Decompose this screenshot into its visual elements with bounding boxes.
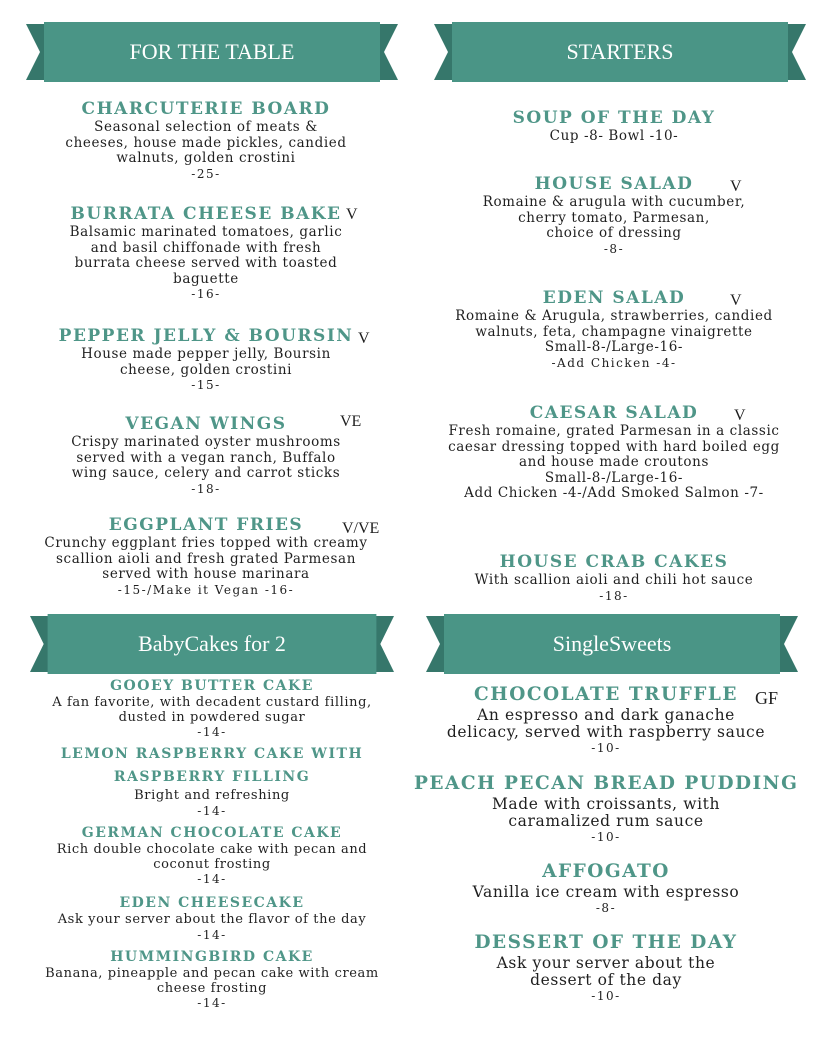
menu-item-house-salad bbox=[424, 173, 804, 257]
section-title: SingleSweets bbox=[552, 631, 672, 656]
item-desc-line: House made pepper jelly, Boursin bbox=[81, 346, 331, 362]
item-desc-line: Fresh romaine, grated Parmesan in a classic bbox=[448, 423, 780, 439]
item-desc-line: cherry tomato, Parmesan, bbox=[518, 209, 710, 226]
item-price: -Add Chicken -4- bbox=[551, 355, 677, 370]
item-price: -10- bbox=[591, 830, 621, 844]
item-name: EGGPLANT FRIES bbox=[108, 515, 304, 535]
item-desc-line: Vanilla ice cream with espresso bbox=[472, 883, 740, 901]
menu-item-charcuterie-board bbox=[26, 98, 386, 182]
item-price: -25- bbox=[191, 166, 221, 181]
menu-item-eden-salad bbox=[424, 287, 804, 371]
item-desc-line: cheeses, house made pickles, candied bbox=[65, 134, 347, 151]
item-desc-line: delicacy, served with raspberry sauce bbox=[446, 723, 766, 741]
item-name: BURRATA CHEESE BAKE bbox=[70, 204, 342, 224]
item-name: HUMMINGBIRD CAKE bbox=[110, 949, 314, 965]
dietary-tag: VE bbox=[340, 413, 362, 430]
item-desc-line: Made with croissants, with bbox=[491, 795, 721, 813]
item-price: -10- bbox=[591, 989, 621, 1003]
item-name: CAESAR SALAD bbox=[529, 403, 699, 423]
menu-item-eden-cheesecake bbox=[26, 893, 398, 943]
banner-starters bbox=[434, 22, 806, 82]
item-desc-line: cheese frosting bbox=[156, 980, 268, 996]
banner-for-the-table bbox=[26, 22, 398, 82]
item-desc-line: burrata cheese served with toasted bbox=[74, 255, 338, 271]
item-desc-line: served with house marinara bbox=[102, 566, 310, 582]
item-name: EDEN CHEESECAKE bbox=[119, 895, 305, 911]
item-desc-line: dessert of the day bbox=[530, 971, 682, 989]
dietary-tag: V/VE bbox=[342, 520, 380, 537]
menu-item-lemon-raspberry-cake bbox=[26, 744, 398, 819]
item-desc-line: caramalized rum sauce bbox=[508, 812, 704, 830]
item-desc-line: An espresso and dark ganache bbox=[477, 706, 735, 724]
menu-item-eggplant-fries bbox=[22, 514, 390, 598]
item-price: -14- bbox=[197, 725, 227, 739]
item-price: -14- bbox=[197, 803, 227, 818]
menu-item-german-chocolate-cake bbox=[26, 823, 398, 887]
item-desc-line: coconut frosting bbox=[153, 856, 271, 872]
dietary-tag: V bbox=[358, 330, 370, 347]
item-name: HOUSE CRAB CAKES bbox=[499, 552, 729, 572]
item-name: EDEN SALAD bbox=[542, 288, 686, 308]
item-desc-line: cheese, golden crostini bbox=[119, 361, 293, 378]
menu-item-dessert-of-the-day bbox=[414, 931, 798, 1004]
item-desc-line: baguette bbox=[173, 270, 239, 287]
dietary-tag: V bbox=[346, 206, 358, 223]
item-price: -15- bbox=[191, 378, 221, 392]
item-desc-line: Bright and refreshing bbox=[134, 788, 290, 803]
item-name: HOUSE SALAD bbox=[534, 174, 694, 194]
banner-single-sweets bbox=[426, 614, 798, 674]
item-desc-line: Romaine & Arugula, strawberries, candied bbox=[455, 308, 773, 324]
item-desc-line: With scallion aioli and chili hot sauce bbox=[474, 572, 754, 588]
item-desc-line: served with a vegan ranch, Buffalo bbox=[76, 449, 336, 466]
item-desc-line: Balsamic marinated tomatoes, garlic bbox=[69, 224, 343, 240]
item-desc-line: wing sauce, celery and carrot sticks bbox=[71, 465, 341, 481]
item-desc-line: caesar dressing topped with hard boiled egg bbox=[448, 438, 780, 455]
item-name: SOUP OF THE DAY bbox=[512, 108, 716, 128]
item-desc-line: scallion aioli and fresh grated Parmesan bbox=[56, 550, 356, 567]
item-name-line-2: RASPBERRY FILLING bbox=[113, 769, 311, 785]
item-name: CHARCUTERIE BOARD bbox=[81, 99, 331, 119]
item-desc-line: Crunchy eggplant fries topped with creamy bbox=[44, 535, 368, 551]
dietary-tag: V bbox=[730, 178, 742, 195]
item-name: GOOEY BUTTER CAKE bbox=[110, 678, 314, 694]
item-desc-line: Seasonal selection of meats & bbox=[94, 119, 318, 135]
menu-item-hummingbird-cake bbox=[26, 947, 398, 1011]
dietary-tag: V bbox=[730, 292, 742, 309]
item-price: -16- bbox=[191, 287, 221, 301]
item-price: Add Chicken -4-/Add Smoked Salmon -7- bbox=[464, 485, 764, 501]
item-name: PEPPER JELLY & BOURSIN bbox=[58, 326, 354, 346]
item-price: -14- bbox=[197, 996, 227, 1010]
item-name: DESSERT OF THE DAY bbox=[474, 932, 738, 953]
section-title: FOR THE TABLE bbox=[129, 39, 295, 64]
item-name: CHOCOLATE TRUFFLE bbox=[474, 684, 738, 705]
item-desc-line: choice of dressing bbox=[546, 225, 682, 241]
item-desc-line: A fan favorite, with decadent custard filling, bbox=[52, 695, 372, 710]
menu-item-pepper-jelly-boursin bbox=[26, 325, 386, 393]
item-desc-line: walnuts, feta, champagne vinaigrette bbox=[475, 323, 753, 340]
item-desc-line: and house made croutons bbox=[519, 454, 709, 470]
item-price: -18- bbox=[599, 588, 629, 603]
menu-item-soup-of-the-day bbox=[424, 107, 804, 145]
item-name: AFFOGATO bbox=[542, 861, 670, 882]
section-title: STARTERS bbox=[566, 39, 674, 64]
item-desc-line: walnuts, golden crostini bbox=[116, 150, 296, 166]
item-desc-line: Banana, pineapple and pecan cake with cream bbox=[45, 966, 379, 981]
item-price: -15-/Make it Vegan -16- bbox=[117, 582, 295, 597]
item-name: PEACH PECAN BREAD PUDDING bbox=[414, 773, 799, 794]
item-name: VEGAN WINGS bbox=[125, 414, 287, 434]
dietary-tag: V bbox=[734, 407, 746, 424]
menu-item-chocolate-truffle bbox=[414, 683, 798, 756]
item-desc-line: dusted in powdered sugar bbox=[118, 709, 306, 725]
section-title: BabyCakes for 2 bbox=[138, 631, 286, 656]
item-desc-line: Small-8-/Large-16- bbox=[544, 339, 684, 355]
item-price: -18- bbox=[191, 481, 221, 496]
item-desc-line: Romaine & arugula with cucumber, bbox=[482, 194, 746, 210]
menu-item-burrata-cheese-bake bbox=[26, 203, 386, 302]
menu-item-vegan-wings bbox=[26, 413, 386, 497]
item-price: -14- bbox=[197, 872, 227, 886]
menu-item-house-crab-cakes bbox=[424, 551, 804, 604]
menu-item-peach-pecan-bread-pudding bbox=[414, 772, 798, 845]
item-name: LEMON RASPBERRY CAKE WITH bbox=[60, 746, 364, 762]
item-price: -8- bbox=[603, 241, 625, 256]
item-desc-line: Ask your server about the bbox=[496, 954, 716, 972]
item-price: -14- bbox=[197, 927, 227, 942]
banner-babycakes bbox=[30, 614, 394, 674]
item-desc-line: Ask your server about the flavor of the day bbox=[57, 912, 367, 927]
dietary-tag: GF bbox=[755, 688, 779, 708]
item-price: Cup -8- Bowl -10- bbox=[549, 128, 679, 144]
menu-item-affogato bbox=[414, 860, 798, 916]
item-price: -10- bbox=[591, 741, 621, 755]
item-price: -8- bbox=[595, 901, 617, 915]
item-desc-line: Small-8-/Large-16- bbox=[544, 469, 684, 486]
item-desc-line: and basil chiffonade with fresh bbox=[90, 239, 322, 256]
item-name: GERMAN CHOCOLATE CAKE bbox=[81, 825, 343, 841]
item-desc-line: Crispy marinated oyster mushrooms bbox=[71, 434, 341, 450]
item-desc-line: Rich double chocolate cake with pecan and bbox=[56, 842, 368, 857]
menu-item-caesar-salad bbox=[420, 402, 808, 502]
menu-item-gooey-butter-cake bbox=[26, 676, 398, 740]
